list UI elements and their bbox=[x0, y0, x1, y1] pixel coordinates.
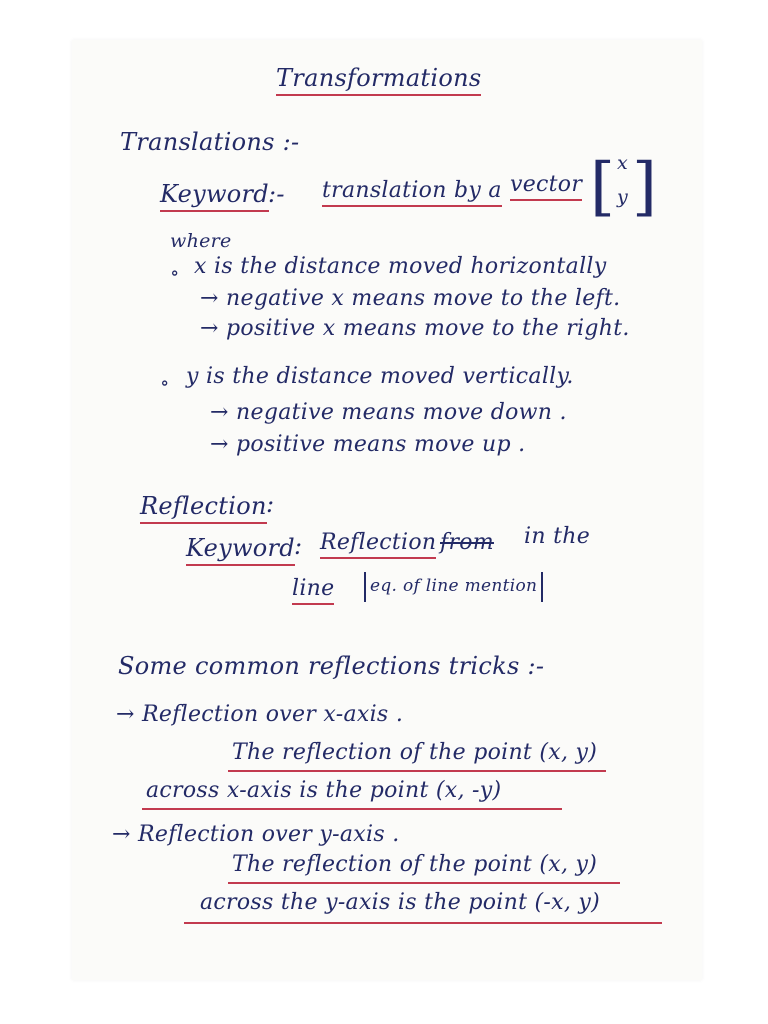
y-axis-reflection-line2: across the y-axis is the point (-x, y) bbox=[200, 890, 601, 915]
y-positive: → positive means move up . bbox=[210, 432, 526, 457]
reflection-keyword-text: Reflection bbox=[320, 530, 436, 559]
y-axis-reflection-title: → Reflection over y-axis . bbox=[112, 822, 400, 847]
y-description: y is the distance moved vertically. bbox=[186, 364, 574, 389]
page-title: Transformations bbox=[276, 64, 481, 96]
translations-keyword-sep: :- bbox=[268, 180, 285, 208]
reflection-keyword-label: Keyword bbox=[186, 534, 295, 566]
x-positive: → positive x means move to the right. bbox=[200, 316, 630, 341]
underline-rule bbox=[184, 922, 662, 924]
reflection-struck-word: from bbox=[440, 530, 494, 555]
underline-rule bbox=[228, 882, 620, 884]
y-negative: → negative means move down . bbox=[210, 400, 567, 425]
translations-keyword-label: Keyword bbox=[160, 180, 269, 212]
x-negative: → negative x means move to the left. bbox=[200, 286, 621, 311]
reflection-heading: Reflection bbox=[140, 492, 267, 524]
underline-rule bbox=[228, 770, 606, 772]
bullet-icon: ∘ bbox=[170, 262, 180, 284]
x-description: x is the distance moved horizontally bbox=[194, 254, 607, 279]
reflection-line-word: line bbox=[292, 576, 334, 605]
vector-bottom: y bbox=[617, 186, 629, 208]
reflection-in-the: in the bbox=[524, 524, 591, 549]
where-label: where bbox=[170, 230, 232, 252]
bullet-icon: ∘ bbox=[160, 372, 170, 394]
vector-top: x bbox=[617, 152, 629, 174]
y-axis-reflection-line1: The reflection of the point (x, y) bbox=[232, 852, 598, 877]
reflection-line-box: eq. of line mention bbox=[364, 572, 543, 602]
x-axis-reflection-line1: The reflection of the point (x, y) bbox=[232, 740, 598, 765]
translations-keyword-vector: vector bbox=[510, 172, 582, 201]
translations-heading: Translations :- bbox=[120, 128, 300, 156]
x-axis-reflection-line2: across x-axis is the point (x, -y) bbox=[146, 778, 502, 803]
translations-keyword-text: translation by a bbox=[322, 178, 502, 207]
reflection-heading-sep: : bbox=[266, 490, 275, 518]
reflection-keyword-sep: : bbox=[294, 532, 303, 560]
x-axis-reflection-title: → Reflection over x-axis . bbox=[116, 702, 404, 727]
vector-left-bracket: [ bbox=[590, 150, 615, 224]
vector-right-bracket: ] bbox=[632, 150, 657, 224]
underline-rule bbox=[142, 808, 562, 810]
tricks-heading: Some common reflections tricks :- bbox=[118, 652, 545, 680]
